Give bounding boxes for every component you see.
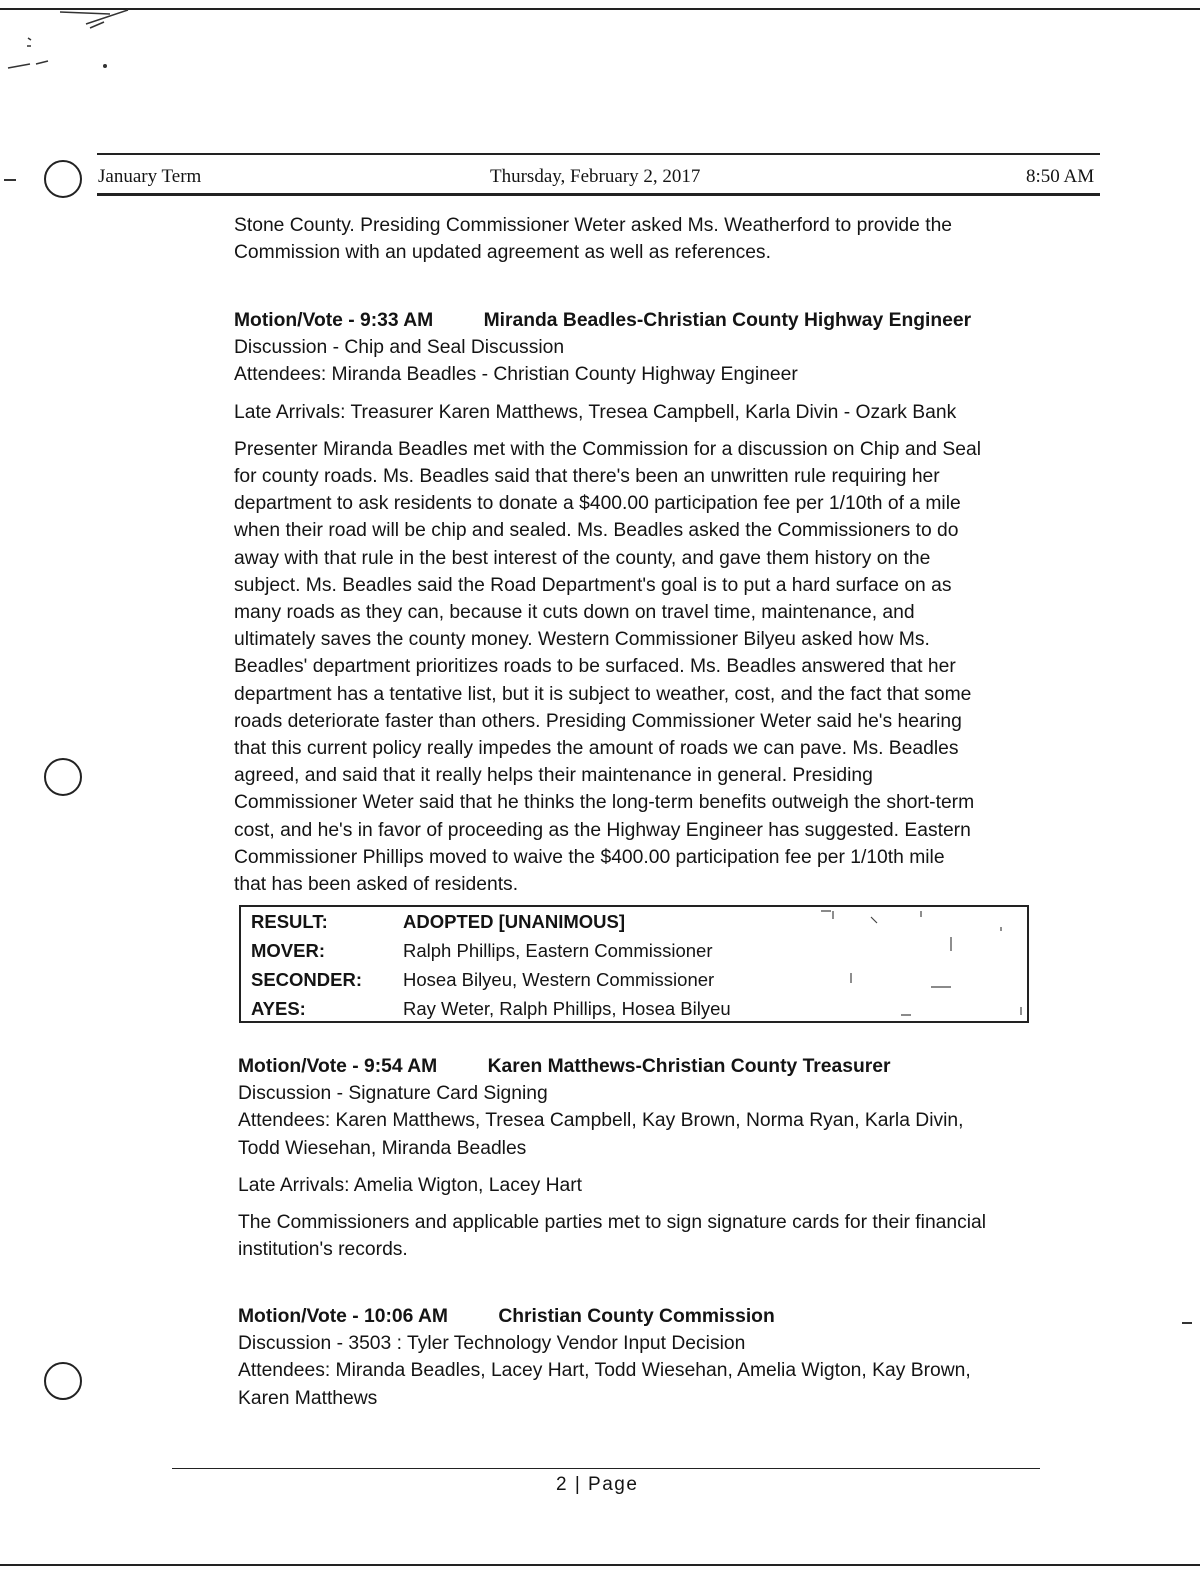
text-line: subject. Ms. Beadles said the Road Department's goal is to put a hard surface on as bbox=[234, 574, 952, 596]
discussion-line: Discussion - Chip and Seal Discussion bbox=[234, 337, 565, 359]
late-arrivals-line: Late Arrivals: Amelia Wigton, Lacey Hart bbox=[238, 1174, 582, 1196]
text-line: roads deteriorate faster than others. Presiding Commissioner Weter said he's hearing bbox=[234, 710, 962, 732]
attendees-line: Attendees: Karen Matthews, Tresea Campbell, Kay Brown, Norma Ryan, Karla Divin, bbox=[238, 1110, 964, 1132]
text-line: department has a tentative list, but it is subject to weather, cost, and the fact that some bbox=[234, 683, 972, 705]
motion-presenter: Karen Matthews-Christian County Treasurer bbox=[487, 1056, 891, 1077]
header-bottom-rule bbox=[97, 193, 1100, 196]
discussion-line: Discussion - 3503 : Tyler Technology Vendor Input Decision bbox=[238, 1333, 746, 1355]
motion-section-2 bbox=[238, 1053, 1038, 1263]
motion-time: 9:33 AM bbox=[360, 310, 434, 331]
footer-rule bbox=[172, 1468, 1040, 1469]
motion-label: Motion/Vote - bbox=[234, 310, 355, 331]
header-top-rule bbox=[97, 153, 1100, 155]
motion-title bbox=[238, 1303, 1038, 1330]
motion-time: 10:06 AM bbox=[364, 1306, 448, 1327]
motion-label: Motion/Vote - bbox=[238, 1056, 359, 1077]
seconder-key: SECONDER: bbox=[251, 969, 363, 990]
result-value: ADOPTED [UNANIMOUS] bbox=[403, 911, 625, 932]
attendees-line: Attendees: Miranda Beadles - Christian County Highway Engineer bbox=[234, 364, 798, 386]
intro-paragraph bbox=[234, 212, 1034, 266]
text-line: Commissioner Weter said that he thinks the long-term benefits outweigh the short-term bbox=[234, 792, 975, 814]
header-time: 8:50 AM bbox=[1026, 166, 1095, 187]
text-line: cost, and he's in favor of proceeding as the Highway Engineer has suggested. Eastern bbox=[234, 819, 971, 841]
scan-bottom-edge bbox=[0, 1564, 1200, 1566]
motion-section-3 bbox=[238, 1303, 1038, 1412]
attendees-line: Attendees: Miranda Beadles, Lacey Hart, Todd Wiesehan, Amelia Wigton, Kay Brown, bbox=[238, 1360, 971, 1382]
mover-key: MOVER: bbox=[251, 940, 325, 961]
punch-hole bbox=[44, 160, 82, 198]
motion-title bbox=[238, 1053, 1038, 1080]
mover-value: Ralph Phillips, Eastern Commissioner bbox=[403, 940, 713, 961]
text-line: institution's records. bbox=[238, 1239, 408, 1261]
text-line: Commission with an updated agreement as well as references. bbox=[234, 242, 771, 264]
text-line: The Commissioners and applicable parties met to sign signature cards for their financial bbox=[238, 1212, 987, 1234]
motion-title bbox=[234, 307, 1034, 334]
punch-hole bbox=[44, 758, 82, 796]
motion-body bbox=[238, 1209, 1038, 1263]
seconder-value: Hosea Bilyeu, Western Commissioner bbox=[403, 969, 715, 990]
header-date: Thursday, February 2, 2017 bbox=[490, 166, 701, 187]
scan-artifacts bbox=[0, 0, 160, 80]
text-line: Stone County. Presiding Commissioner Weter asked Ms. Weatherford to provide the bbox=[234, 215, 953, 236]
late-arrivals-line: Late Arrivals: Treasurer Karen Matthews, Tresea Campbell, Karla Divin - Ozark Bank bbox=[234, 401, 957, 423]
result-key: RESULT: bbox=[251, 911, 328, 932]
text-line: Beadles' department prioritizes roads to be surfaced. Ms. Beadles answered that her bbox=[234, 656, 956, 678]
text-line: that has been asked of residents. bbox=[234, 874, 519, 896]
text-line: when their road will be chip and sealed. Ms. Beadles asked the Commissioners to do bbox=[234, 520, 959, 542]
motion-time: 9:54 AM bbox=[364, 1056, 438, 1077]
scan-top-edge bbox=[0, 8, 1200, 10]
motion-presenter: Christian County Commission bbox=[498, 1306, 775, 1327]
header-term: January Term bbox=[98, 166, 202, 187]
ayes-key: AYES: bbox=[251, 998, 306, 1019]
motion-label: Motion/Vote - bbox=[238, 1306, 359, 1327]
scan-mark bbox=[4, 179, 16, 181]
text-line: agreed, and said that it really helps their maintenance in general. Presiding bbox=[234, 765, 873, 787]
text-line: for county roads. Ms. Beadles said that there's been an unwritten rule requiring her bbox=[234, 466, 940, 488]
page-number: 2 | Page bbox=[556, 1474, 639, 1495]
text-line: ultimately saves the county money. Western Commissioner Bilyeu asked how Ms. bbox=[234, 629, 930, 651]
scan-specks bbox=[801, 907, 1027, 1021]
discussion-line: Discussion - Signature Card Signing bbox=[238, 1083, 548, 1105]
ayes-value: Ray Weter, Ralph Phillips, Hosea Bilyeu bbox=[403, 998, 731, 1019]
motion-body bbox=[234, 436, 1034, 898]
text-line: away with that rule in the best interest of the county, and gave them history on the bbox=[234, 547, 931, 569]
text-line: that this current policy really impedes the amount of roads we can pave. Ms. Beadles bbox=[234, 738, 959, 760]
scan-mark bbox=[1182, 1322, 1192, 1324]
motion-presenter: Miranda Beadles-Christian County Highway Engineer bbox=[483, 310, 972, 331]
motion-section-1 bbox=[234, 307, 1034, 898]
text-line: department to ask residents to donate a $400.00 participation fee per 1/10th of a mile bbox=[234, 493, 961, 515]
punch-hole bbox=[44, 1362, 82, 1400]
text-line: Presenter Miranda Beadles met with the Commission for a discussion on Chip and Seal bbox=[234, 438, 981, 460]
attendees-line: Todd Wiesehan, Miranda Beadles bbox=[238, 1137, 527, 1159]
attendees-line: Karen Matthews bbox=[238, 1387, 378, 1409]
text-line: Commissioner Phillips moved to waive the $400.00 participation fee per 1/10th mile bbox=[234, 846, 945, 868]
vote-result-table bbox=[239, 905, 1029, 1023]
text-line: many roads as they can, because it cuts down on travel time, maintenance, and bbox=[234, 602, 915, 624]
